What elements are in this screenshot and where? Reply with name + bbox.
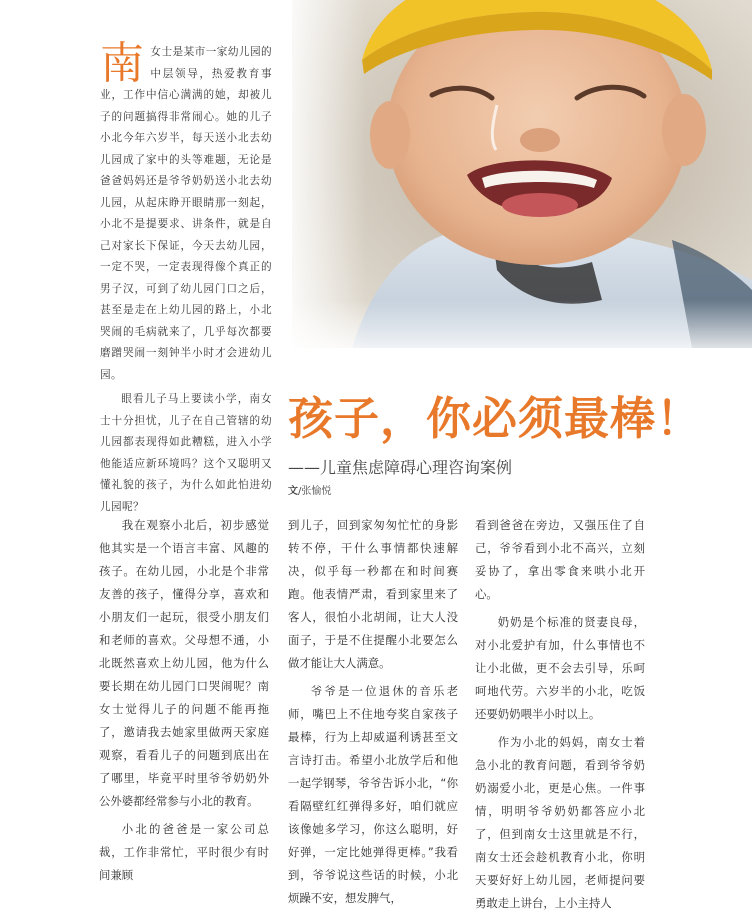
body-column-3: [475, 514, 645, 920]
byline-author: /张愉悦: [298, 486, 332, 497]
article-title: 孩子，你必须最棒！: [288, 392, 703, 445]
body-paragraph: 我在观察小北后，初步感觉他其实是一个语言丰富、风趣的孩子。在幼儿园，小北是个非常友善的孩子，懂得分享，喜欢和小朋友们一起玩，很受小朋友们和老师的喜欢。父母想不通，小北既然喜欢上幼儿园，他为什么要长期在幼儿园门口哭闹呢？南女士觉得儿子的问题不能再拖了，邀请我去她家里做两天家庭观察，看看儿子的问题到底出在了哪里，毕竟平时里爷爷奶奶外公外婆都经常参与小北的教育。: [99, 518, 269, 808]
intro-text-1: 女士是某市一家幼儿园的中层领导，热爱教育事业，工作中信心满满的她，却被儿子的问题搞得非常闹心。她的儿子小北今年六岁半，每天送小北去幼儿园成了家中的头等难题，无论是爸爸妈妈还是爷爷奶奶送小北去幼儿园，从起床睁开眼睛那一刻起，小北不是提要求、讲条件，就是自己对家长下保证，今天去幼儿园，一定不哭，一定表现得像个真正的男子汉，可到了幼儿园门口之后，甚至是走在上幼儿园的路上，小北哭闹的毛病就来了，几乎每次都要磨蹭哭闹一刻钟半小时才会进幼儿园。: [100, 46, 272, 381]
body-paragraph: 到儿子，回到家匆匆忙忙的身影转不停，干什么事情都快速解决，似乎每一秒都在和时间赛跑。他表情严肃，看到家里来了客人，很怕小北胡闹，让大人没面子，于是不住提醒小北要怎么做才能让大人满意。: [288, 518, 458, 670]
intro-paragraph-1: [100, 38, 272, 386]
body-paragraph: 奶奶是个标准的贤妻良母，对小北爱护有加，什么事情也不让小北做，更不会去引导，乐呵呵地代劳。六岁半的小北，吃饭还要奶奶喂半小时以上。: [475, 615, 645, 721]
body-column-2: [288, 514, 458, 915]
byline: [288, 482, 331, 497]
body-paragraph: 小北的爸爸是一家公司总裁，工作非常忙，平时很少有时间兼顾: [99, 822, 269, 882]
crying-child-photo: [292, 0, 752, 348]
body-paragraph: 看到爸爸在旁边，又强压住了自己，爷爷看到小北不高兴，立刻妥协了，拿出零食来哄小北开心。: [475, 518, 645, 601]
intro-paragraph-2: 眼看儿子马上要读小学，南女士十分担忧，儿子在自己管辖的幼儿园都表现得如此糟糕，进入小学他能适应新环境吗？这个又聪明又懂礼貌的孩子，为什么如此怕进幼儿园呢？: [100, 393, 272, 513]
intro-section: [100, 38, 272, 518]
body-paragraph: 作为小北的妈妈，南女士着急小北的教育问题，看到爷爷奶奶溺爱小北，更是心焦。一件事情，明明爷爷奶奶都答应小北了，但到南女士这里就是不行，南女士还会趁机教育小北，你明天要好好上幼儿园，老师提问要勇敢走上讲台，上小主持人: [475, 735, 645, 910]
drop-cap: 南: [100, 38, 145, 89]
byline-prefix: 文: [288, 486, 298, 497]
article-subtitle: ——儿童焦虑障碍心理咨询案例: [288, 458, 513, 477]
body-paragraph: 爷爷是一位退休的音乐老师，嘴巴上不住地夸奖自家孩子最棒，行为上却威逼利诱甚至文言诗打击。希望小北放学后和他一起学钢琴，爷爷告诉小北，“你看隔壁红红弹得多好，咱们就应该像她多学习，你这么聪明，好好弹，一定比她弹得更棒。”我看到，爷爷说这些话的时候，小北烦躁不安，想发脾气，: [288, 684, 458, 905]
body-column-1: [99, 514, 269, 892]
